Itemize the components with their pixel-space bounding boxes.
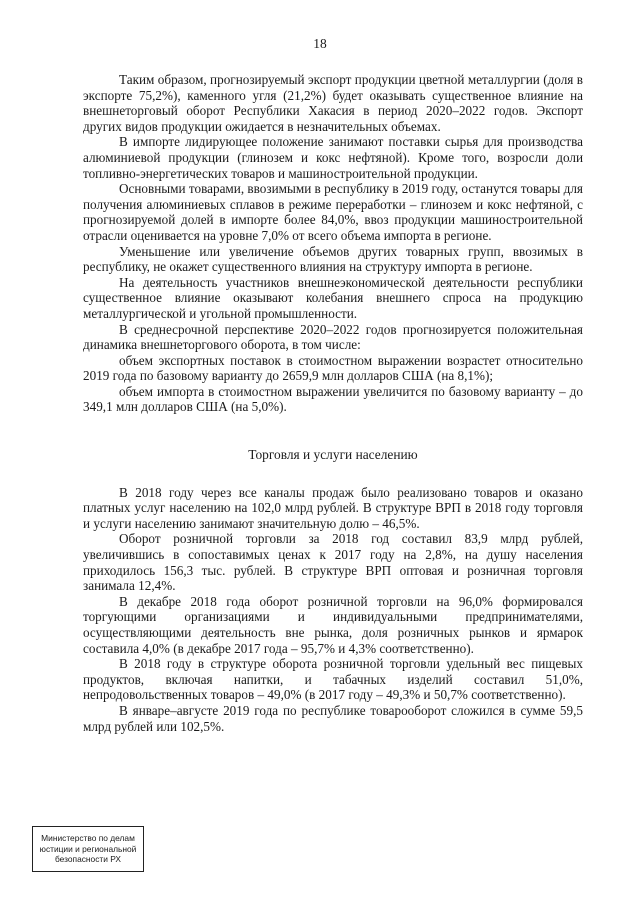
paragraph: Уменьшение или увеличение объемов других товарных групп, ввозимых в республику, не окажет существенного влияния на структуру импорта в регионе. — [83, 243, 583, 275]
document-body — [83, 72, 583, 734]
paragraph: В 2018 году через все каналы продаж было реализовано товаров и оказано платных услуг населению на 102,0 млрд рублей. В структуре ВРП в 2018 году торговля и услуги населению занимают значительную долю – 46,5%. — [83, 484, 583, 531]
paragraph: объем импорта в стоимостном выражении увеличится по базовому варианту – до 349,1 млн долларов США (на 5,0%). — [83, 383, 583, 415]
stamp-line: безопасности РХ — [54, 854, 122, 865]
paragraph: Оборот розничной торговли за 2018 год составил 83,9 млрд рублей, увеличившись в сопоставимых ценах к 2017 году на 2,8%, на душу населения приходилось 156,3 тыс. рублей. В структуре ВРП оптовая и розничная торговля занимала 12,4%. — [83, 531, 583, 594]
paragraph: Таким образом, прогнозируемый экспорт продукции цветной металлургии (доля в экспорте 75,2%), каменного угля (21,2%) будет оказывать существенное влияние на внешнеторговый оборот Республики Хакасия в период 2020–2022 годов. Экспорт других видов продукции ожидается в незначительных объемах. — [83, 72, 583, 134]
paragraph: В декабре 2018 года оборот розничной торговли на 96,0% формировался торгующими организациями и индивидуальными предпринимателями, осуществляющими деятельность вне рынка, доля розничных рынков и ярмарок составила 4,0% (в декабре 2017 года – 95,7% и 4,3% соответственно). — [83, 593, 583, 656]
paragraph: объем экспортных поставок в стоимостном выражении возрастет относительно 2019 года по базовому варианту до 2659,9 млн долларов США (на 8,1%); — [83, 352, 583, 384]
paragraph: В 2018 году в структуре оборота розничной торговли удельный вес пищевых продуктов, включая напитки, и табачных изделий составил 51,0%, непродовольственных товаров – 49,0% (в 2017 году – 49,3% и 50,7% соответственно). — [83, 656, 583, 703]
stamp-line: юстиции и региональной — [39, 843, 137, 854]
stamp-line: Министерство по делам — [41, 833, 135, 843]
paragraph: В январе–августе 2019 года по республике товарооборот сложился в сумме 59,5 млрд рублей или 102,5%. — [83, 702, 583, 734]
paragraph: В импорте лидирующее положение занимают поставки сырья для производства алюминиевой продукции (глинозем и кокс нефтяной). Кроме того, возросли доли топливно-энергетических товаров и машиностроительной продукции. — [83, 134, 583, 181]
paragraph: Основными товарами, ввозимыми в республику в 2019 году, останутся товары для получения алюминиевых сплавов в режиме переработки – глинозем и кокс нефтяной, с прогнозируемой долей в импорте более 84,0%, ввоз продукции машиностроительной отрасли оценивается на уровне 7,0% от всего объема импорта в регионе. — [83, 181, 583, 243]
page-number: 18 — [313, 36, 327, 51]
paragraph: В среднесрочной перспективе 2020–2022 годов прогнозируется положительная динамика внешнеторгового оборота, в том числе: — [83, 321, 583, 353]
paragraph: На деятельность участников внешнеэкономической деятельности республики существенное влияние оказывают колебания внешнего спроса на продукцию металлургической и угольной промышленности. — [83, 274, 583, 321]
section-heading: Торговля и услуги населению — [248, 447, 418, 463]
ministry-stamp — [32, 826, 144, 872]
